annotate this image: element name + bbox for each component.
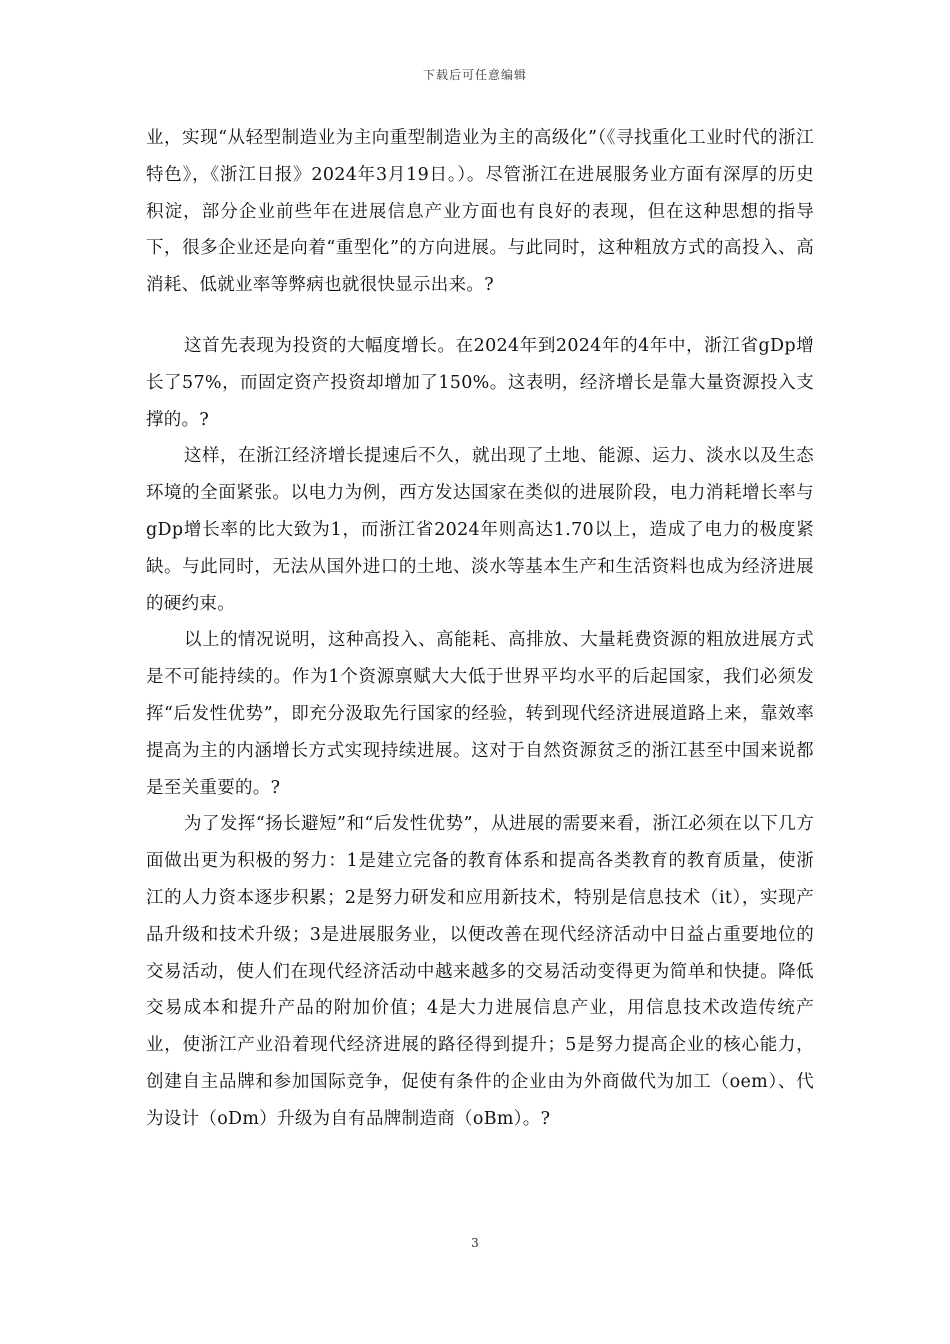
page-header: 下载后可任意编辑 [422,68,527,82]
paragraph-investment-growth: 这首先表现为投资的大幅度增长。在2024年到2024年的4年中，浙江省gDp增长了57%，而固定资产投资却增加了150%。这表明，经济增长是靠大量资源投入支撑的。? [146,335,814,430]
paragraph-unsustainable-growth: 以上的情况说明，这种高投入、高能耗、高排放、大量耗费资源的粗放进展方式是不可能持续的。作为1个资源禀赋大大低于世界平均水平的后起国家，我们必须发挥“后发性优势”，即充分汲取先行国家的经验，转到现代经济进展道路上来，靠效率提高为主的内涵增长方式实现持续进展。这对于自然资源贫乏的浙江甚至中国来说都是至关重要的。? [146,630,814,798]
paragraph-development-measures: 为了发挥“扬长避短”和“后发性优势”，从进展的需要来看，浙江必须在以下几方面做出更为积极的努力：1是建立完备的教育体系和提高各类教育的教育质量，使浙江的人力资本逐步积累；2是努力研发和应用新技术，特别是信息技术（it），实现产品升级和技术升级；3是进展服务业，以便改善在现代经济活动中日益占重要地位的交易活动，使人们在现代经济活动中越来越多的交易活动变得更为简单和快捷。降低交易成本和提升产品的附加价值；4是大力进展信息产业，用信息技术改造传统产业，使浙江产业沿着现代经济进展的路径得到提升；5是努力提高企业的核心能力，创建自主品牌和参加国际竞争，促使有条件的企业由为外商做代为加工（oem）、代为设计（oDm）升级为自有品牌制造商（oBm）。? [146,814,814,1129]
document-body [146,120,814,1138]
paragraph-continuation: 业，实现“从轻型制造业为主向重型制造业为主的高级化”（《寻找重化工业时代的浙江特色》，《浙江日报》2024年3月19日。）。尽管浙江在进展服务业方面有深厚的历史积淀，部分企业前些年在进展信息产业方面也有良好的表现，但在这种思想的指导下，很多企业还是向着“重型化”的方向进展。与此同时，这种粗放方式的高投入、高消耗、低就业率等弊病也就很快显示出来。? [146,128,814,296]
page-number: 3 [471,1236,479,1250]
paragraph-resource-tension: 这样，在浙江经济增长提速后不久，就出现了土地、能源、运力、淡水以及生态环境的全面紧张。以电力为例，西方发达国家在类似的进展阶段，电力消耗增长率与gDp增长率的比大致为1，而浙江省2024年则高达1.70以上，造成了电力的极度紧缺。与此同时，无法从国外进口的土地、淡水等基本生产和生活资料也成为经济进展的硬约束。 [146,446,814,614]
